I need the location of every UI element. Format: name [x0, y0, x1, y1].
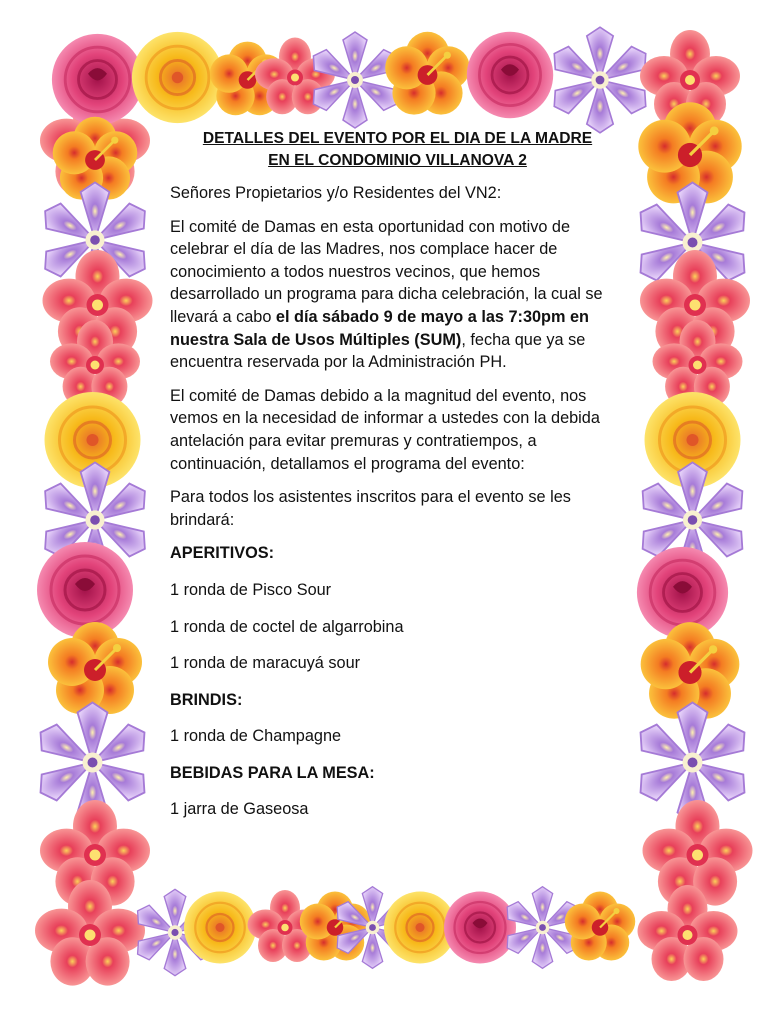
yellow-rose-icon	[132, 32, 223, 123]
clematis-flower-icon	[548, 27, 653, 133]
title-line-1: DETALLES DEL EVENTO POR EL DIA DE LA MADRE	[202, 130, 593, 147]
hibiscus-flower-icon	[385, 32, 470, 115]
pink-rose-icon	[467, 32, 553, 118]
pink-rose-icon	[444, 892, 516, 964]
section-heading-bebidas: BEBIDAS PARA LA MESA:	[170, 763, 375, 782]
paragraph-text: , fecha que ya se encuentra reservada por la Administración PH.	[170, 330, 586, 372]
document-title	[170, 128, 625, 172]
yellow-rose-icon	[184, 892, 256, 964]
paragraph-attendees: Para todos los asistentes inscritos para el evento se les brindará:	[170, 488, 571, 529]
title-line-2: EN EL CONDOMINIO VILLANOVA 2	[268, 152, 527, 169]
hibiscus-flower-icon	[565, 892, 636, 961]
salutation: Señores Propietarios y/o Residentes del VN2:	[170, 184, 502, 202]
list-item: 1 ronda de Pisco Sour	[170, 580, 332, 599]
document-body	[170, 128, 625, 835]
paragraph-event-date	[170, 216, 625, 374]
hibiscus-flower-icon	[300, 892, 371, 961]
event-date-highlight: el día sábado 9 de mayo a las 7:30pm en nuestra Sala de Usos Múltiples (SUM)	[170, 307, 590, 349]
hibiscus-flower-icon	[48, 622, 142, 714]
pink-rose-icon	[52, 34, 143, 125]
list-item: 1 ronda de maracuyá sour	[170, 654, 361, 673]
list-item: 1 jarra de Gaseosa	[170, 800, 309, 819]
section-heading-aperitivos: APERITIVOS:	[170, 544, 275, 563]
list-item: 1 ronda de Champagne	[170, 727, 342, 746]
pink-rose-icon	[37, 542, 133, 638]
paragraph-text: El comité de Damas en esta oportunidad con motivo de celebrar el día de las Madres, nos complace hacer de conocimiento a todos nuestros vecinos, que hemos desarrollado un programa para dicha celebración, la cual se llevará a cabo	[170, 217, 603, 326]
section-heading-brindis: BRINDIS:	[170, 690, 243, 709]
paragraph-program-intro: El comité de Damas debido a la magnitud del evento, nos vemos en la necesidad de informar a ustedes con la debida antelación para evitar premuras y contratiempos, a continuación, detallamos el programa del evento:	[170, 386, 600, 473]
list-item: 1 ronda de coctel de algarrobina	[170, 617, 404, 636]
